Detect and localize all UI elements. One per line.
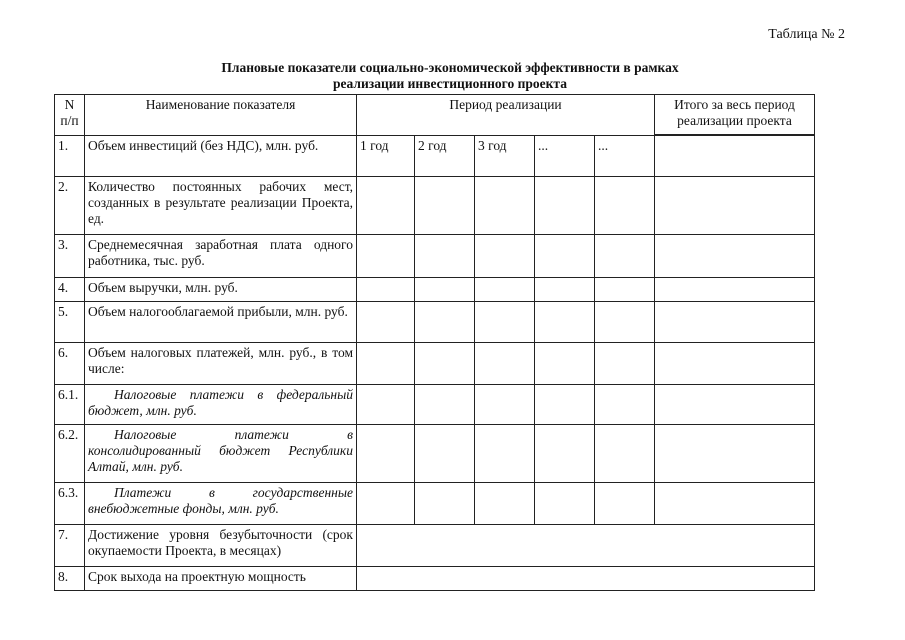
- period-cell[interactable]: [415, 278, 475, 302]
- period-cell[interactable]: [475, 385, 535, 425]
- period-cell[interactable]: [475, 278, 535, 302]
- row-name: Количество постоянных рабочих мест, созданных в результате реализации Проекта, ед.: [85, 177, 357, 235]
- total-cell[interactable]: [655, 235, 815, 278]
- period-cell[interactable]: [535, 385, 595, 425]
- period-cell[interactable]: [595, 385, 655, 425]
- period-cell-4[interactable]: ...: [535, 136, 595, 177]
- row-num: 6.1.: [55, 385, 85, 425]
- row-num: 6.3.: [55, 483, 85, 525]
- table-row: [55, 525, 815, 567]
- period-cell[interactable]: [475, 343, 535, 385]
- table-header-row: [55, 95, 815, 135]
- period-cell[interactable]: [415, 385, 475, 425]
- period-cell[interactable]: [357, 425, 415, 483]
- table-row: [55, 483, 815, 525]
- period-cell[interactable]: [595, 425, 655, 483]
- period-cell[interactable]: [595, 177, 655, 235]
- row-name: Среднемесячная заработная плата одного работника, тыс. руб.: [85, 235, 357, 278]
- indicators-table: [54, 94, 815, 591]
- total-cell[interactable]: [655, 425, 815, 483]
- period-cell[interactable]: [357, 177, 415, 235]
- row-num: 6.: [55, 343, 85, 385]
- period-cell[interactable]: [475, 483, 535, 525]
- row-name: [85, 385, 357, 425]
- table-row: [55, 235, 815, 278]
- total-cell[interactable]: [655, 177, 815, 235]
- period-cell[interactable]: [595, 235, 655, 278]
- table-row: [55, 302, 815, 343]
- period-cell[interactable]: [357, 278, 415, 302]
- period-cell-2[interactable]: 2 год: [415, 136, 475, 177]
- row-name-text: Налоговые платежи в федеральный бюджет, млн. руб.: [88, 387, 353, 418]
- table-row: [55, 278, 815, 302]
- row-num: 5.: [55, 302, 85, 343]
- period-cell[interactable]: [475, 235, 535, 278]
- period-cell[interactable]: [535, 302, 595, 343]
- total-cell[interactable]: [655, 385, 815, 425]
- row-num: 6.2.: [55, 425, 85, 483]
- row-num: 3.: [55, 235, 85, 278]
- row-num: 1.: [55, 136, 85, 177]
- period-cell[interactable]: [415, 343, 475, 385]
- period-cell[interactable]: [415, 177, 475, 235]
- period-cell[interactable]: [475, 302, 535, 343]
- period-cell[interactable]: [535, 343, 595, 385]
- row-name: Срок выхода на проектную мощность: [85, 567, 357, 591]
- table-row: [55, 343, 815, 385]
- table-row: [55, 567, 815, 591]
- header-num: N п/п: [55, 95, 85, 136]
- period-cell[interactable]: [475, 425, 535, 483]
- period-cell[interactable]: [535, 177, 595, 235]
- total-cell[interactable]: [655, 136, 815, 177]
- period-cell[interactable]: [415, 483, 475, 525]
- table-row: [55, 177, 815, 235]
- period-cell[interactable]: [475, 177, 535, 235]
- table-row: [55, 425, 815, 483]
- table-number-label: Таблица № 2: [768, 27, 845, 42]
- row-name-text: Платежи в государственные внебюджетные фонды, млн. руб.: [88, 485, 353, 516]
- period-cell[interactable]: [535, 235, 595, 278]
- row-num: 2.: [55, 177, 85, 235]
- period-cell[interactable]: [357, 302, 415, 343]
- period-cell[interactable]: [415, 425, 475, 483]
- period-cell-1[interactable]: 1 год: [357, 136, 415, 177]
- row-num: 4.: [55, 278, 85, 302]
- row-num: 7.: [55, 525, 85, 567]
- row-name: Объем налогооблагаемой прибыли, млн. руб.: [85, 302, 357, 343]
- header-name: Наименование показателя: [85, 95, 357, 136]
- period-cell[interactable]: [357, 343, 415, 385]
- period-cell[interactable]: [595, 278, 655, 302]
- period-cell[interactable]: [535, 278, 595, 302]
- total-cell[interactable]: [655, 343, 815, 385]
- period-cell[interactable]: [357, 385, 415, 425]
- merged-value-cell[interactable]: [357, 525, 815, 567]
- total-cell[interactable]: [655, 483, 815, 525]
- total-cell[interactable]: [655, 278, 815, 302]
- row-name: Объем инвестиций (без НДС), млн. руб.: [85, 136, 357, 177]
- period-cell-3[interactable]: 3 год: [475, 136, 535, 177]
- row-name: Объем выручки, млн. руб.: [85, 278, 357, 302]
- table-row: [55, 385, 815, 425]
- header-period: Период реализации: [357, 95, 655, 136]
- row-name: [85, 483, 357, 525]
- row-num: 8.: [55, 567, 85, 591]
- document-title: Плановые показатели социально-экономической эффективности в рамках реализации инвестиционного проекта: [221, 60, 679, 91]
- period-cell[interactable]: [595, 343, 655, 385]
- period-cell[interactable]: [415, 235, 475, 278]
- period-cell[interactable]: [357, 235, 415, 278]
- header-total: Итого за весь период реализации проекта: [655, 95, 815, 135]
- row-name: Объем налоговых платежей, млн. руб., в том числе:: [85, 343, 357, 385]
- period-cell[interactable]: [415, 302, 475, 343]
- period-cell[interactable]: [535, 425, 595, 483]
- total-cell[interactable]: [655, 302, 815, 343]
- row-name-text: Налоговые платежи в консолидированный бюджет Республики Алтай, млн. руб.: [88, 427, 353, 474]
- period-cell[interactable]: [535, 483, 595, 525]
- row-name: Достижение уровня безубыточности (срок окупаемости Проекта, в месяцах): [85, 525, 357, 567]
- period-cell-5[interactable]: ...: [595, 136, 655, 177]
- period-cell[interactable]: [595, 483, 655, 525]
- period-cell[interactable]: [595, 302, 655, 343]
- row-name: [85, 425, 357, 483]
- merged-value-cell[interactable]: [357, 567, 815, 591]
- period-cell[interactable]: [357, 483, 415, 525]
- table-row: [55, 136, 815, 177]
